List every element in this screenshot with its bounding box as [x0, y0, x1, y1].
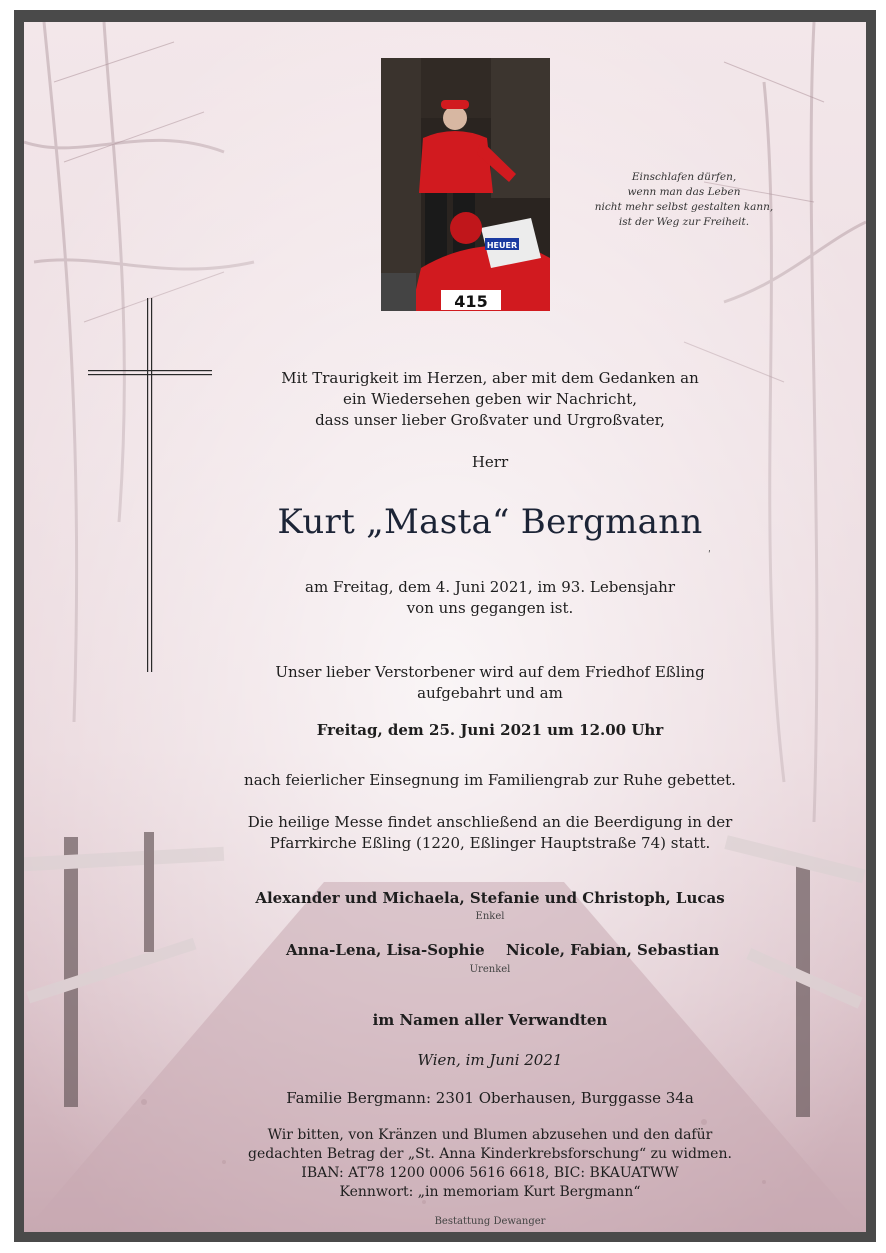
mass-text — [174, 812, 806, 854]
intro-line: ein Wiedersehen geben wir Nachricht, — [342, 390, 638, 408]
mass-line: Pfarrkirche Eßling (1220, Eßlinger Hauptstraße 74) statt. — [269, 834, 711, 852]
deceased-name: Kurt „Masta“ Bergmann — [277, 502, 703, 542]
donation-text — [174, 1126, 806, 1202]
intro-text — [174, 368, 806, 431]
viewing-line: aufgebahrt und am — [417, 684, 563, 702]
grandchildren-label: Enkel — [475, 911, 505, 922]
quote-poem — [589, 170, 779, 230]
quote-line: ist der Weg zur Freiheit. — [618, 216, 750, 228]
quote-line: Einschlafen dürfen, — [631, 171, 737, 183]
place-date: Wien, im Juni 2021 — [417, 1051, 563, 1069]
burial-date: Freitag, dem 25. Juni 2021 um 12.00 Uhr — [316, 721, 664, 739]
great-grandchildren-right: Nicole, Fabian, Sebastian — [506, 941, 720, 959]
mass-line: Die heilige Messe findet anschließend an die Beerdigung in der — [247, 813, 733, 831]
passing-text — [174, 577, 806, 619]
burial-text: nach feierlicher Einsegnung im Familiengrab zur Ruhe gebettet. — [244, 771, 736, 789]
family-address: Familie Bergmann: 2301 Oberhausen, Burggasse 34a — [286, 1089, 694, 1107]
obituary-content — [24, 22, 866, 1232]
intro-line: Mit Traurigkeit im Herzen, aber mit dem Gedanken an — [281, 369, 699, 387]
grandchildren-names: Alexander und Michaela, Stefanie und Christoph, Lucas — [255, 889, 725, 907]
obituary-sheet — [14, 10, 876, 1242]
quote-line: nicht mehr selbst gestalten kann, — [594, 201, 774, 213]
funeral-home: Bestattung Dewanger — [434, 1216, 546, 1227]
salutation: Herr — [471, 453, 509, 471]
donation-line: IBAN: AT78 1200 0006 5616 6618, BIC: BKAUATWW — [301, 1165, 679, 1181]
donation-line: Wir bitten, von Kränzen und Blumen abzusehen und den dafür — [267, 1127, 713, 1143]
great-grandchildren-label: Urenkel — [469, 964, 511, 975]
donation-line: gedachten Betrag der „St. Anna Kinderkrebsforschung“ zu widmen. — [248, 1146, 732, 1162]
passing-line: am Freitag, dem 4. Juni 2021, im 93. Lebensjahr — [305, 578, 675, 596]
car-number: 415 — [454, 292, 488, 311]
sponsor-label: HEUER — [486, 241, 518, 250]
stray-mark: ʹ — [708, 550, 711, 561]
passing-line: von uns gegangen ist. — [406, 599, 574, 617]
great-grandchildren-left: Anna-Lena, Lisa-Sophie — [286, 941, 485, 959]
portrait-photo — [381, 58, 550, 311]
donation-line: Kennwort: „in memoriam Kurt Bergmann“ — [339, 1184, 641, 1200]
viewing-text — [174, 662, 806, 704]
relatives-line: im Namen aller Verwandten — [372, 1011, 608, 1029]
quote-line: wenn man das Leben — [627, 186, 741, 198]
intro-line: dass unser lieber Großvater und Urgroßvater, — [315, 411, 665, 429]
viewing-line: Unser lieber Verstorbener wird auf dem Friedhof Eßling — [275, 663, 705, 681]
